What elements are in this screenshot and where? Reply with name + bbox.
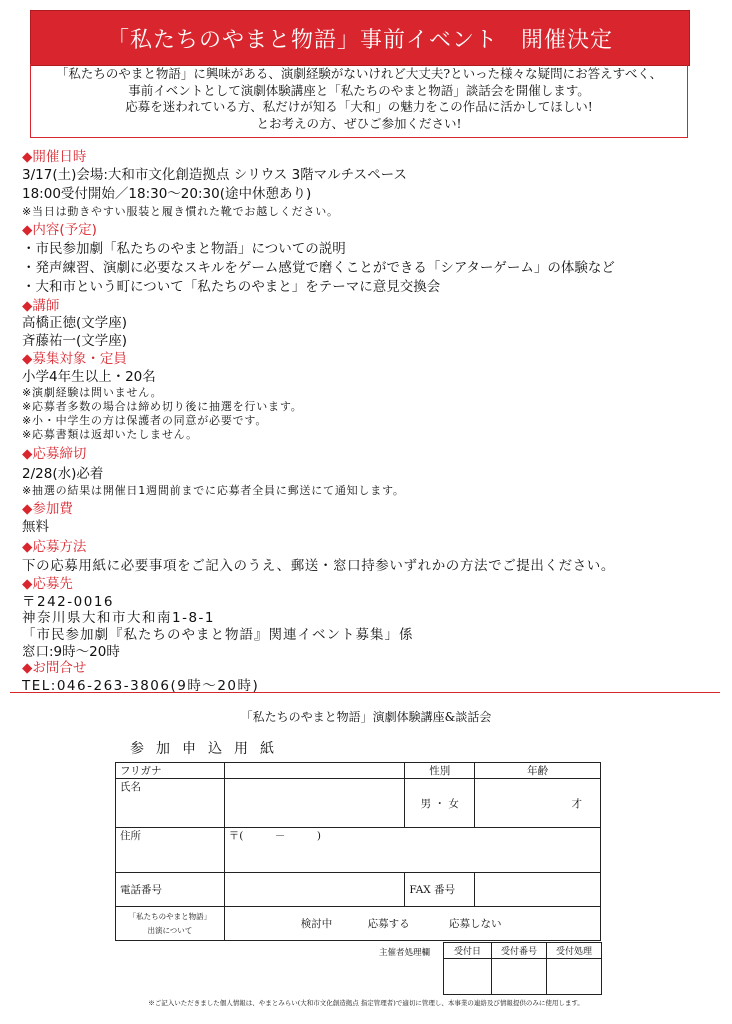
contact-phone: TEL:046-263-3806(9時～20時) [22, 678, 260, 694]
gender-label: 性別 [405, 763, 475, 779]
page-title: 「私たちのやまと物語」事前イベント 開催決定 [106, 28, 613, 53]
section-heading-target: ◆募集対象・定員 [22, 351, 127, 367]
option-considering[interactable]: 検討中 [300, 918, 333, 930]
address-field[interactable]: 〒( － ) [224, 828, 600, 873]
address-postal: 〒242-0016 [22, 594, 114, 610]
deadline-date: 2/28(水)必着 [22, 466, 104, 482]
form-heading: 「私たちのやまと物語」演劇体験講座&談話会 [240, 710, 492, 724]
fax-field[interactable] [475, 873, 601, 907]
section-heading-contact: ◆お問合せ [22, 660, 87, 676]
fee-value: 無料 [22, 519, 49, 535]
cut-line [10, 692, 720, 693]
office-cell [492, 959, 547, 995]
deadline-note: ※抽選の結果は開催日1週間前までに応募者全員に郵送にて通知します。 [22, 484, 405, 497]
section-heading-address: ◆応募先 [22, 576, 73, 592]
content-item: ・市民参加劇「私たちのやまと物語」についての説明 [22, 241, 346, 257]
office-cell [444, 959, 492, 995]
content-item: ・発声練習、演劇に必要なスキルをゲーム感覚で磨くことができる「シアターゲーム」の体験など [22, 260, 615, 276]
intro-line: 事前イベントとして演劇体験講座と「私たちのやまと物語」談話会を開催します。 [128, 82, 590, 98]
fax-label: FAX 番号 [405, 873, 475, 907]
name-label: 氏名 [116, 779, 225, 828]
method-text: 下の応募用紙に必要事項をご記入のうえ、郵送・窓口持参いずれかの方法でご提出ください。 [22, 558, 616, 574]
section-heading-instructor: ◆講師 [22, 298, 60, 314]
section-heading-datetime: ◆開催日時 [22, 149, 87, 165]
furigana-field[interactable] [224, 763, 405, 779]
datetime-venue: 3/17(土)会場:大和市文化創造拠点 シリウス 3階マルチスペース [22, 167, 407, 183]
intro-line: とお考えの方、ぜひご参加ください! [256, 115, 462, 131]
age-label: 年齢 [475, 763, 601, 779]
section-heading-content: ◆内容(予定) [22, 222, 97, 238]
phone-field[interactable] [224, 873, 405, 907]
intro-box [30, 64, 688, 138]
intro-line: 応募を迷われている方、私だけが知る「大和」の魅力をこの作品に活かしてほしい! [125, 99, 593, 114]
title-banner [30, 10, 690, 66]
section-heading-fee: ◆参加費 [22, 501, 73, 517]
appearance-options [224, 907, 600, 941]
office-use-label: 主催者処理欄 [379, 948, 431, 958]
gender-field[interactable]: 男 ・ 女 [405, 779, 475, 828]
address-label: 住所 [116, 828, 225, 873]
office-col-number: 受付番号 [492, 943, 547, 959]
target-capacity: 小学4年生以上・20名 [22, 369, 156, 385]
option-apply[interactable]: 応募する [367, 918, 410, 930]
address-recipient: 「市民参加劇『私たちのやまと物語』関連イベント募集」係 [22, 627, 414, 643]
instructor-name: 高橋正徳(文学座) [22, 315, 128, 331]
phone-label: 電話番号 [116, 873, 225, 907]
target-note: ※応募書類は返却いたしません。 [22, 428, 198, 441]
datetime-note: ※当日は動きやすい服装と履き慣れた靴でお越しください。 [22, 205, 339, 218]
intro-line: 「私たちのやまと物語」に興味がある、演劇経験がないけれど大丈夫?といった様々な疑問にお答えすべく、 [55, 66, 663, 81]
content-item: ・大和市という町について「私たちのやまと」をテーマに意見交換会 [22, 279, 441, 295]
target-note: ※演劇経験は問いません。 [22, 386, 163, 399]
datetime-time: 18:00受付開始／18:30～20:30(途中休憩あり) [22, 186, 312, 202]
instructor-name: 斉藤祐一(文学座) [22, 333, 128, 349]
address-hours: 窓口:9時～20時 [22, 644, 120, 660]
application-form [115, 762, 601, 941]
section-heading-method: ◆応募方法 [22, 539, 87, 555]
form-title: 参加申込用紙 [130, 741, 286, 757]
address-street: 神奈川県大和市大和南1-8-1 [22, 610, 216, 626]
furigana-label: フリガナ [116, 763, 225, 779]
section-heading-deadline: ◆応募締切 [22, 446, 87, 462]
appearance-label [116, 907, 225, 941]
age-field[interactable]: 才 [475, 779, 601, 828]
appearance-label-line: 出演について [147, 925, 193, 935]
option-decline[interactable]: 応募しない [448, 918, 502, 930]
office-use-table [443, 942, 602, 995]
office-col-process: 受付処理 [547, 943, 602, 959]
appearance-label-line: 「私たちのやまと物語」 [128, 911, 212, 921]
privacy-footnote: ※ご記入いただきました個人情報は、やまとみらい(大和市文化創造拠点 指定管理者)で適切に管理し、本事業の連絡及び情報提供のみに使用します。 [148, 999, 584, 1007]
office-col-date: 受付日 [444, 943, 492, 959]
target-note: ※応募者多数の場合は締め切り後に抽選を行います。 [22, 400, 303, 413]
target-note: ※小・中学生の方は保護者の同意が必要です。 [22, 414, 268, 427]
office-cell [547, 959, 602, 995]
name-field[interactable] [224, 779, 405, 828]
